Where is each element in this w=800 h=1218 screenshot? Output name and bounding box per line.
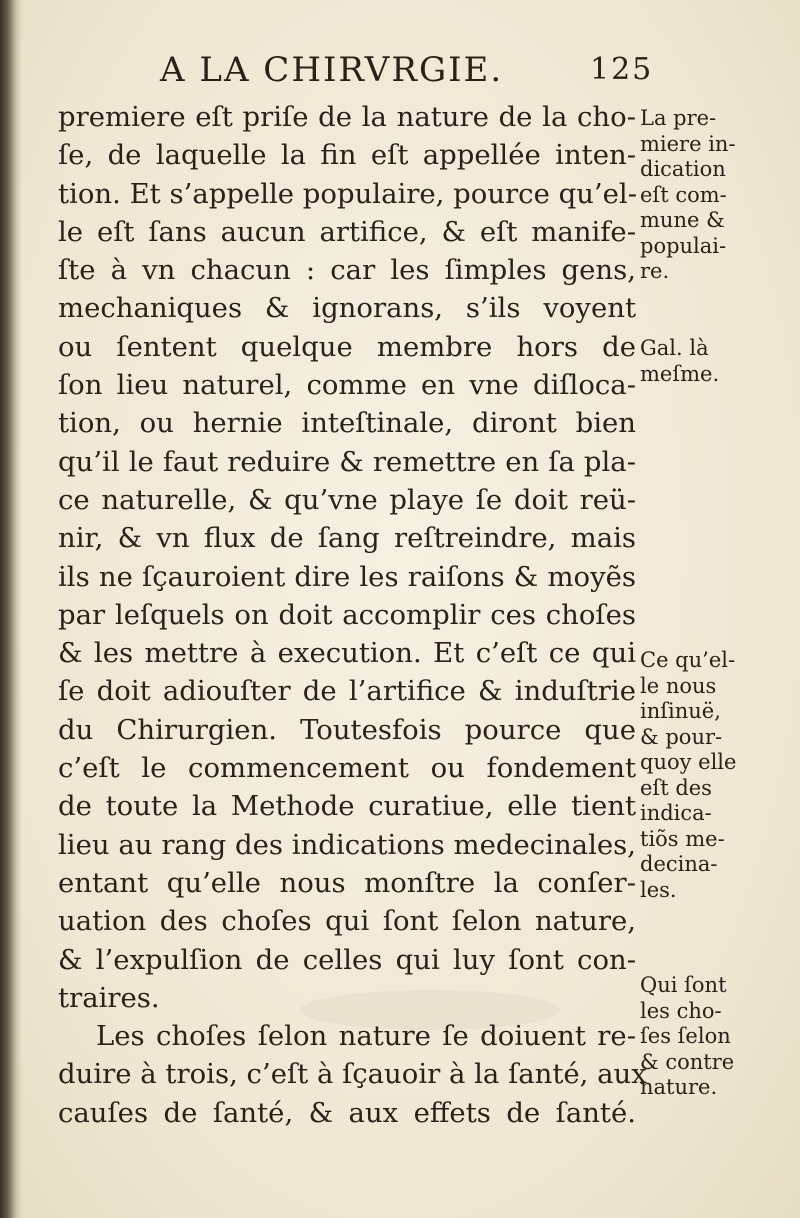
margin-note-line: inſinuë, [640,699,721,723]
text-line: tion, ou hernie inteſtinale, diront bien [58,407,636,440]
text-line: du Chirurgien. Toutesfois pource que [58,713,636,746]
margin-note-line: le nous [640,673,717,698]
margin-note-line: & contre [640,1049,735,1074]
text-line: Les choſes ſelon nature ſe doiuent re- [96,1020,636,1053]
text-line: uation des choſes qui ſont ſelon nature, [58,905,636,938]
text-line: lieu au rang des indications medecinales, [58,828,636,861]
text-line: c’eſt le commencement ou fondement [58,752,636,785]
text-line: tion. Et s’appelle populaire, pource qu’el- [58,177,638,210]
margin-note-line: indica- [640,801,712,825]
running-title: A LA CHIRVRGIE. [160,50,504,90]
text-line: duire à trois, c’eſt à ſçauoir à la ſanté, aux [58,1058,647,1091]
text-line: ce naturelle, & qu’vne playe ſe doit reü- [58,483,636,516]
text-line: ſe, de laquelle la fin eſt appellée inten- [58,139,636,172]
margin-note-line: tiõs me- [640,826,725,851]
margin-note-line: populai- [640,233,727,258]
margin-note-line: meſme. [640,361,720,386]
text-line: & l’expulſion de celles qui luy ſont con- [58,943,636,976]
text-line: ſe doit adiouſter de l’artifice & induſtrie [58,675,636,708]
margin-note-line: nature. [640,1075,718,1099]
margin-note-line: miere in- [640,131,736,156]
text-line: ou ſentent quelque membre hors de [58,330,636,363]
text-line: mechaniques & ignorans, s’ils voyent [58,292,636,325]
margin-note-line: les. [640,877,677,902]
margin-note-line: Qui ſont [640,973,727,997]
margin-note [640,973,734,1101]
margin-note-line: quoy elle [640,750,737,774]
margin-note-line: decina- [640,852,718,876]
text-line: de toute la Methode curatiue, elle tient [58,790,636,823]
margin-note-line: & pour- [640,724,723,749]
margin-note-line: La pre- [640,106,717,130]
margin-note-line: Ce qu’el- [640,648,736,672]
margin-note-line: ſes ſelon [640,1024,731,1048]
margin-note-line: mune & [640,208,725,232]
main-text-block [58,98,647,1132]
text-line: traires. [58,981,160,1014]
text-line: nir, & vn flux de ſang reſtreindre, mais [58,522,636,555]
margin-note-line: les cho- [640,998,722,1023]
margin-note [640,648,736,903]
margin-note [640,106,736,285]
margin-note-line: re. [640,259,670,283]
text-line: ſte à vn chacun : car les ſimples gens, [58,254,636,287]
binding-gutter [0,0,22,1218]
text-line: par leſquels on doit accomplir ces choſes [58,598,636,631]
text-line: premiere eſt priſe de la nature de la cho- [58,101,636,133]
text-line: ils ne ſçauroient dire les raiſons & moyẽs [58,560,636,593]
margin-note-line: dication [640,157,726,181]
margin-note-line: eſt com- [640,182,727,207]
page-header [160,50,660,90]
margin-note-line: Gal. là [640,336,709,360]
text-line: qu’il le faut reduire & remettre en ſa pla- [58,445,636,478]
margin-note [640,336,719,387]
text-line: le eſt ſans aucun artifice, & eſt manife- [58,215,636,248]
text-line: entant qu’elle nous monſtre la conſer- [58,866,636,899]
text-line: & les mettre à execution. Et c’eſt ce qui [58,637,636,670]
text-line: cauſes de ſanté, & aux effets de ſanté. [58,1096,636,1129]
text-line: ſon lieu naturel, comme en vne diſloca- [58,369,636,402]
page-number: 125 [590,52,654,87]
margin-note-line: eſt des [640,775,712,800]
